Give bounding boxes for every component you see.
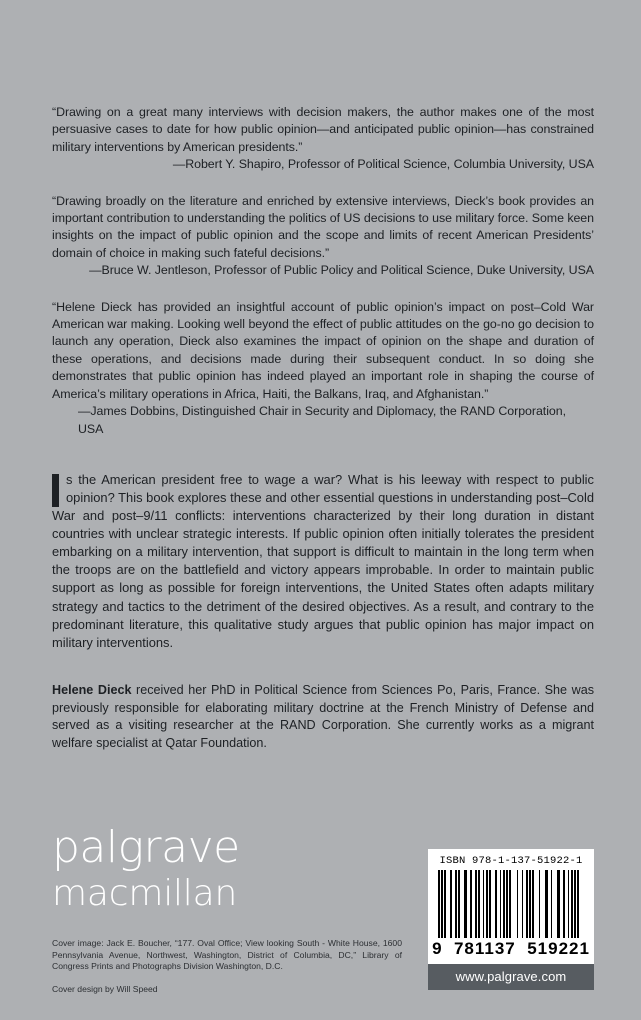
isbn-barcode-block: [428, 849, 594, 990]
blurb-1-attribution: —Robert Y. Shapiro, Professor of Political Science, Columbia University, USA: [172, 157, 594, 172]
publisher-website-bar: www.palgrave.com: [428, 964, 594, 990]
blurb-3-attribution: —James Dobbins, Distinguished Chair in Security and Diplomacy, the RAND Corporation, USA: [78, 404, 566, 436]
author-name: Helene Dieck: [52, 682, 132, 697]
cover-design-credit: Cover design by Will Speed: [52, 983, 158, 994]
blurb-2-quote: “Drawing broadly on the literature and enriched by extensive interviews, Dieck’s book provides an important contribution to understanding the politics of US decisions to use military force. Some keen insights on the impact of public opinion and the scope and limits of recent American Presidents’ domain of choice in making such fateful decisions.”: [52, 193, 594, 260]
blurb-1-quote: “Drawing on a great many interviews with decision makers, the author makes one of the most persuasive cases to date for how public opinion—and anticipated public opinion—has constrained military interventions by American presidents.”: [52, 105, 594, 154]
book-description: [52, 471, 594, 652]
blurb-3-quote: “Helene Dieck has provided an insightful account of public opinion’s impact on post–Cold War American war making. Looking well beyond the effect of public attitudes on the go-no go decision to launch any operation, Dieck also examines the impact of opinion on the shape and duration of these operations, and decisions made during their subsequent conduct. In so doing she demonstrates that public opinion has indeed played an important role in shaping the course of America’s military operations in Africa, Haiti, the Balkans, Iraq, and Afghanistan.”: [52, 299, 594, 401]
blurb-3: [52, 299, 594, 438]
isbn-label: ISBN 978-1-137-51922-1: [439, 855, 583, 867]
cover-image-credit: Cover image: Jack E. Boucher, “177. Oval Office; View looking South - White House, 1600 Pennsylvania Avenue, Northwest, Washington, District of Columbia, DC,” Library of Congress Prints and Photographs Division Washington, D.C.: [52, 938, 402, 972]
cover-credits: [52, 938, 402, 995]
publisher-logo-macmillan: macmillan: [52, 873, 238, 914]
drop-cap-i: [52, 474, 59, 507]
blurb-2: [52, 193, 594, 280]
blurb-2-attribution: —Bruce W. Jentleson, Professor of Public Policy and Political Science, Duke University, USA: [89, 263, 594, 278]
spacer: [52, 652, 594, 682]
publisher-logo: [52, 822, 240, 914]
author-bio: [52, 682, 594, 753]
spacer: [52, 457, 594, 471]
book-description-text: s the American president free to wage a war? What is his leeway with respect to public opinion? This book explores these and other essential questions in understanding post–Cold War and post–9/11 conflicts: interventions characterized by their long duration in distant countries with unclear strategic interests. If public opinion often initially tolerates the president embarking on a military intervention, that support is difficult to maintain in the long term when the troops are on the battlefield and victory appears improbable. In order to maintain public support as long as possible for foreign interventions, the United States often adapts military strategy and tactics to the detriment of the desired objectives. As a result, and contrary to the predominant literature, this qualitative study argues that public opinion has major impact on military interventions.: [52, 471, 594, 650]
blurb-1: [52, 104, 594, 174]
barcode-digits: 9 781137 519221: [432, 939, 590, 958]
author-bio-text: received her PhD in Political Science from Sciences Po, Paris, France. She was previously responsible for elaborating military doctrine at the French Ministry of Defense and served as a visiting researcher at the RAND Corporation. She currently works as a migrant welfare specialist at Qatar Foundation.: [52, 682, 595, 751]
text-content-column: [52, 104, 594, 753]
publisher-logo-palgrave: palgrave: [52, 822, 240, 873]
barcode-bars: [438, 870, 584, 938]
